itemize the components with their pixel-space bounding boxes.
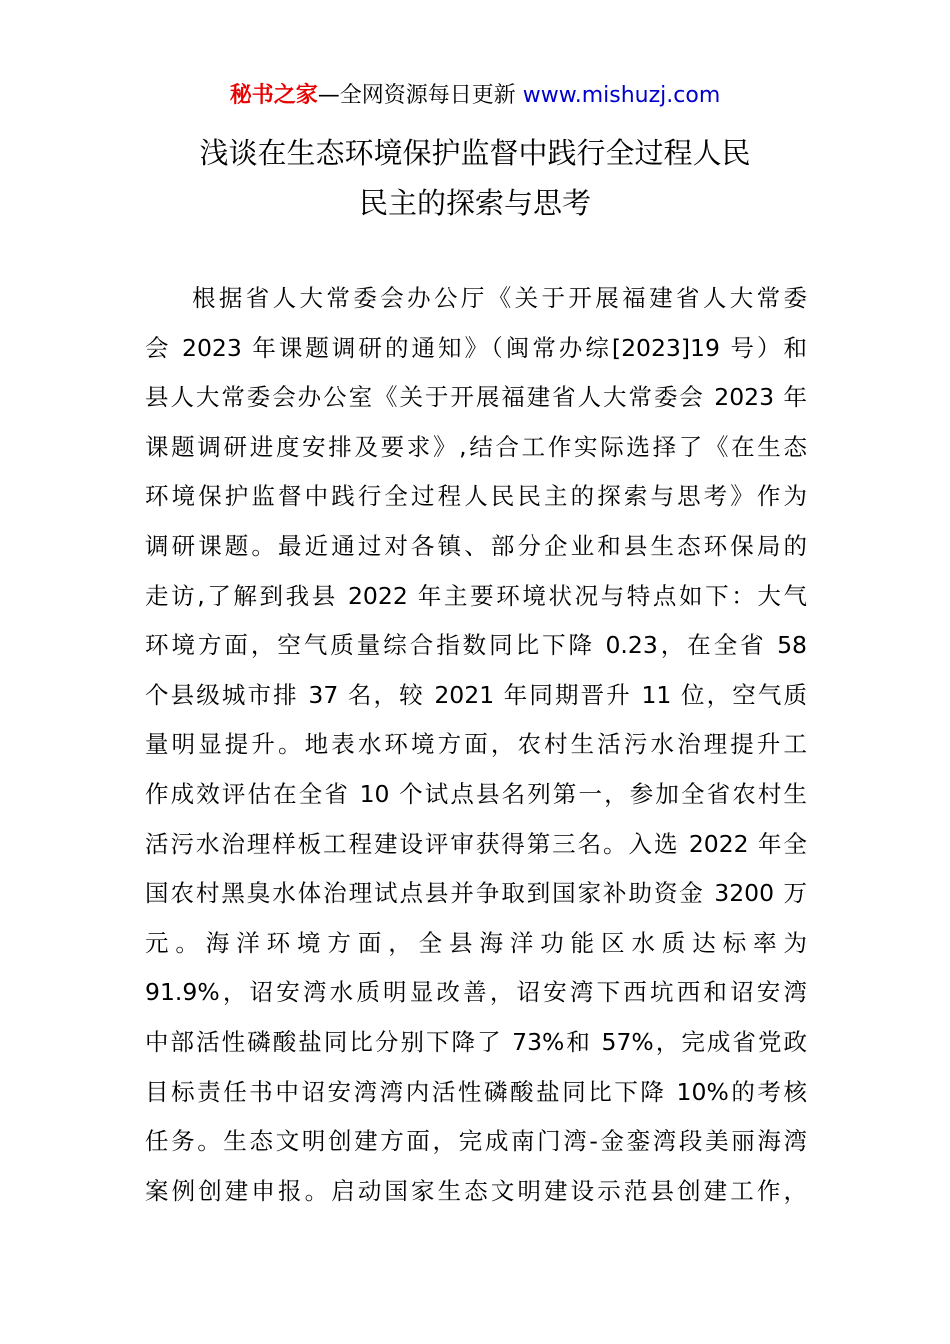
site-header xyxy=(0,80,950,112)
body-line: 量明显提升。地表水环境方面，农村生活污水治理提升工 xyxy=(145,730,807,759)
body-line: 课题调研进度安排及要求》,结合工作实际选择了《在生态 xyxy=(145,432,807,461)
body-line: 县人大常委会办公室《关于开展福建省人大常委会 2023 年 xyxy=(145,383,807,412)
body-line: 中部活性磷酸盐同比分别下降了 73%和 57%，完成省党政 xyxy=(145,1027,807,1056)
body-line: 元。海洋环境方面，全县海洋功能区水质达标率为 xyxy=(145,928,807,957)
body-line: 任务。生态文明创建方面，完成南门湾-金銮湾段美丽海湾 xyxy=(145,1127,807,1156)
body-paragraph xyxy=(145,274,807,1216)
body-line: 91.9%，诏安湾水质明显改善，诏安湾下西坑西和诏安湾 xyxy=(145,978,807,1007)
body-line: 调研课题。最近通过对各镇、部分企业和县生态环保局的 xyxy=(145,531,807,560)
body-line: 环境保护监督中践行全过程人民民主的探索与思考》作为 xyxy=(145,482,807,511)
body-line: 作成效评估在全省 10 个试点县名列第一，参加全省农村生 xyxy=(145,779,807,808)
title-line-2: 民主的探索与思考 xyxy=(358,186,591,220)
brand-name: 秘书之家 xyxy=(229,83,318,108)
site-url-link[interactable]: www.mishuzj.com xyxy=(522,83,721,108)
document-title xyxy=(0,128,950,228)
body-line: 环境方面，空气质量综合指数同比下降 0.23，在全省 58 xyxy=(145,631,807,660)
body-line: 根据省人大常委会办公厅《关于开展福建省人大常委 xyxy=(192,284,807,312)
body-line: 会 2023 年课题调研的通知》（闽常办综[2023]19 号）和 xyxy=(145,333,807,362)
body-line: 案例创建申报。启动国家生态文明建设示范县创建工作， xyxy=(145,1176,807,1205)
header-tagline: —全网资源每日更新 xyxy=(317,83,523,108)
title-line-1: 浅谈在生态环境保护监督中践行全过程人民 xyxy=(199,136,751,170)
body-line: 目标责任书中诏安湾湾内活性磷酸盐同比下降 10%的考核 xyxy=(145,1077,807,1106)
body-line: 活污水治理样板工程建设评审获得第三名。入选 2022 年全 xyxy=(145,829,807,858)
body-line: 个县级城市排 37 名，较 2021 年同期晋升 11 位，空气质 xyxy=(145,680,807,709)
body-line: 走访,了解到我县 2022 年主要环境状况与特点如下：大气 xyxy=(145,581,807,610)
body-line: 国农村黑臭水体治理试点县并争取到国家补助资金 3200 万 xyxy=(145,879,807,908)
